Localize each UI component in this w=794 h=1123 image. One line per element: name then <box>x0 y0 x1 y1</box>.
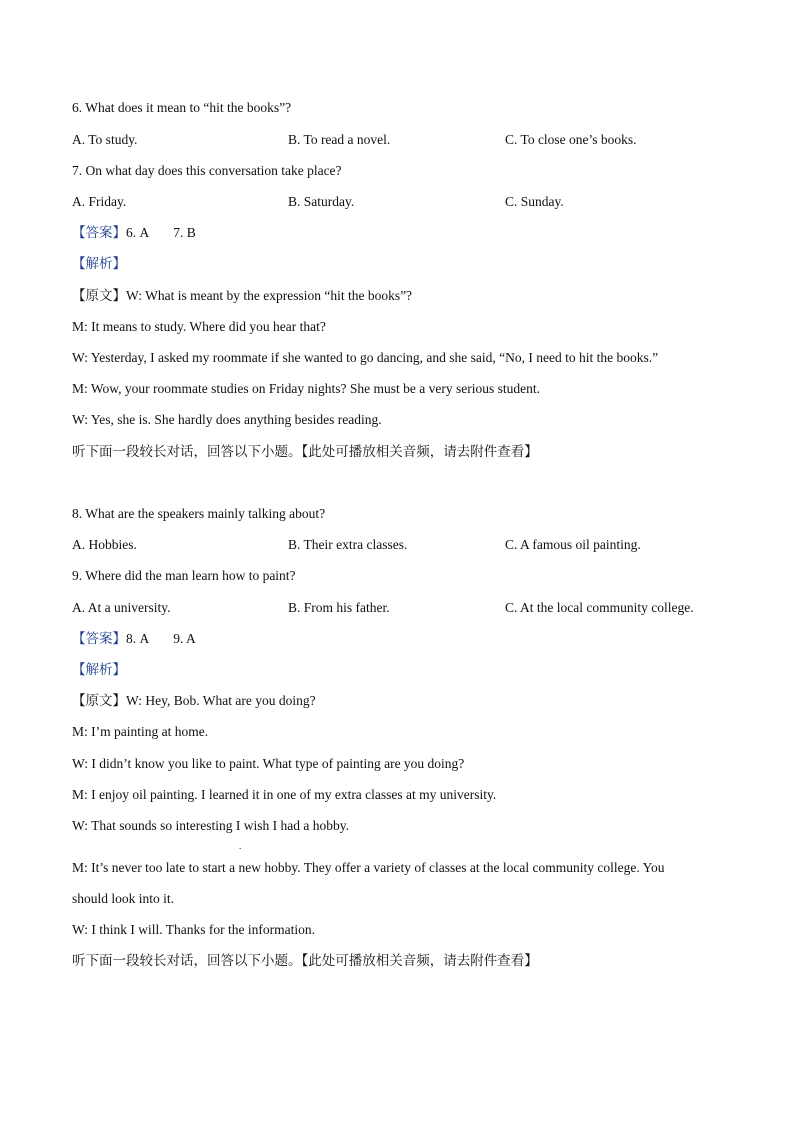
stray-mark: . <box>239 841 242 851</box>
question-9-option-b: B. From his father. <box>288 600 390 615</box>
question-9-stem: 9. Where did the man learn how to paint? <box>72 568 296 583</box>
question-6-option-a: A. To study. <box>72 132 138 147</box>
question-9-option-c: C. At the local community college. <box>505 600 694 615</box>
answer-tag: 【答案】 <box>72 225 126 241</box>
question-7-option-b: B. Saturday. <box>288 194 355 209</box>
question-6-stem: 6. What does it mean to “hit the books”? <box>72 100 292 115</box>
answer-tag: 【答案】 <box>72 631 126 647</box>
original-tag: 【原文】 <box>72 288 126 304</box>
analysis-tag: 【解析】 <box>72 662 126 678</box>
question-6-option-c: C. To close one’s books. <box>505 132 637 147</box>
question-8-option-b: B. Their extra classes. <box>288 537 408 552</box>
listening-instruction-2: 听下面一段较长对话，回答以下小题。【此处可播放相关音频，请去附件查看】 <box>72 953 538 969</box>
transcript-2-line-3: W: I didn’t know you like to paint. What type of painting are you doing? <box>72 756 465 771</box>
analysis-tag: 【解析】 <box>72 256 126 272</box>
answer-line-1 <box>72 224 196 242</box>
listening-instruction-1: 听下面一段较长对话，回答以下小题。【此处可播放相关音频，请去附件查看】 <box>72 444 538 460</box>
question-7-option-a: A. Friday. <box>72 194 127 209</box>
transcript-text: W: What is meant by the expression “hit the books”? <box>126 288 413 303</box>
transcript-text: W: Hey, Bob. What are you doing? <box>126 693 316 708</box>
question-9-option-a: A. At a university. <box>72 600 171 615</box>
question-6-option-b: B. To read a novel. <box>288 132 391 147</box>
original-tag: 【原文】 <box>72 693 126 709</box>
answer-9: 9. A <box>173 631 196 646</box>
transcript-2-line-4: M: I enjoy oil painting. I learned it in one of my extra classes at my university. <box>72 787 497 802</box>
transcript-2-line-2: M: I’m painting at home. <box>72 724 209 739</box>
transcript-2-line-8: W: I think I will. Thanks for the information. <box>72 922 315 937</box>
transcript-2-line-5: W: That sounds so interesting I wish I had a hobby. <box>72 818 349 833</box>
answer-8: 8. A <box>126 631 150 646</box>
transcript-2-line-6: M: It’s never too late to start a new hobby. They offer a variety of classes at the local community college. You <box>72 860 665 875</box>
transcript-2-line-1 <box>72 692 316 710</box>
question-8-stem: 8. What are the speakers mainly talking about? <box>72 506 326 521</box>
question-8-option-c: C. A famous oil painting. <box>505 537 641 552</box>
transcript-1-line-1 <box>72 287 412 305</box>
transcript-1-line-2: M: It means to study. Where did you hear that? <box>72 319 326 334</box>
answer-7: 7. B <box>173 225 196 240</box>
transcript-1-line-3: W: Yesterday, I asked my roommate if she wanted to go dancing, and she said, “No, I need to hit the books.” <box>72 350 659 365</box>
question-7-option-c: C. Sunday. <box>505 194 564 209</box>
transcript-1-line-5: W: Yes, she is. She hardly does anything besides reading. <box>72 412 382 427</box>
analysis-label-1 <box>72 255 126 273</box>
question-8-option-a: A. Hobbies. <box>72 537 137 552</box>
transcript-2-line-7: should look into it. <box>72 891 175 906</box>
analysis-label-2 <box>72 661 126 679</box>
transcript-1-line-4: M: Wow, your roommate studies on Friday nights? She must be a very serious student. <box>72 381 540 396</box>
answer-6: 6. A <box>126 225 150 240</box>
answer-line-2 <box>72 630 196 648</box>
question-7-stem: 7. On what day does this conversation take place? <box>72 163 342 178</box>
